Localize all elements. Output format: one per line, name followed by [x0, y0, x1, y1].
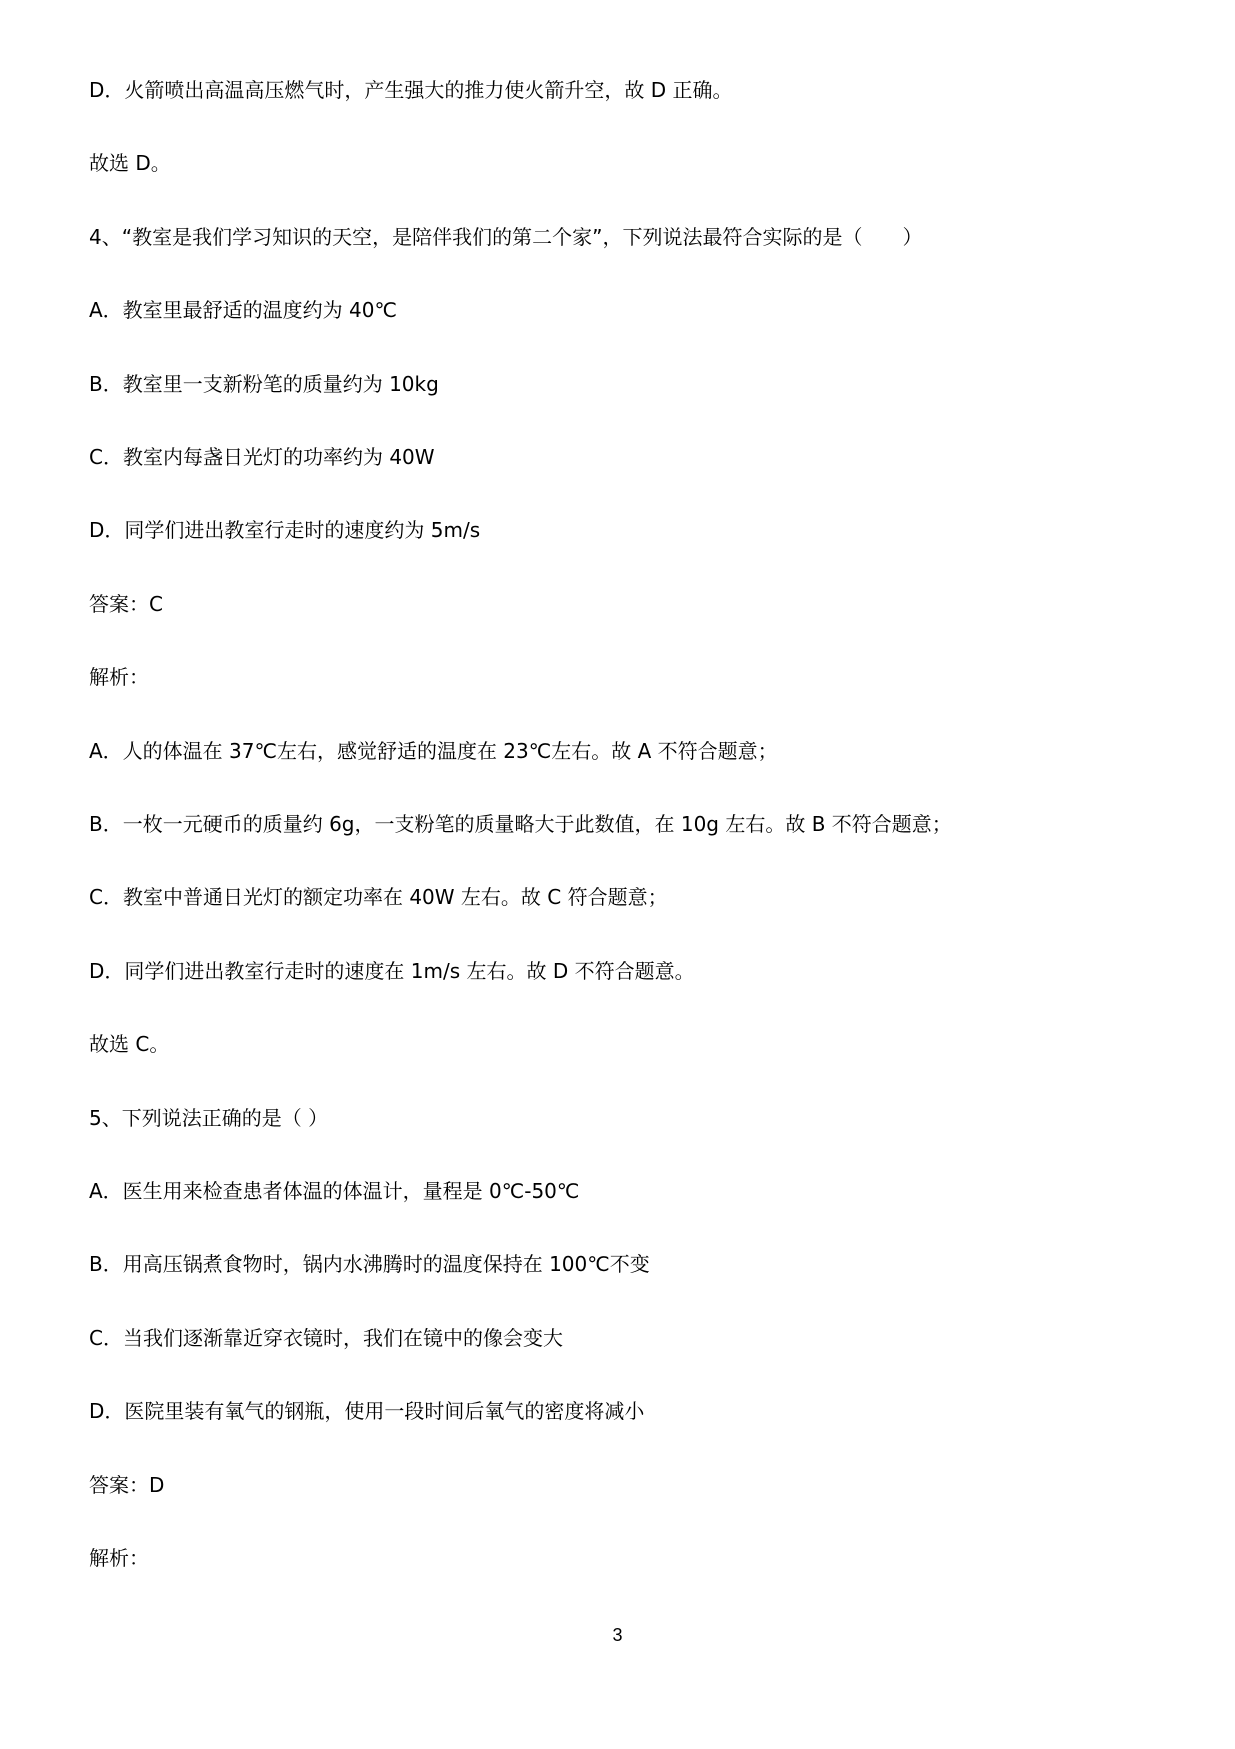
analysis-line: C．教室中普通日光灯的额定功率在 40W 左右。故 C 符合题意； [89, 885, 668, 909]
analysis-line: B．一枚一元硬币的质量约 6g，一支粉笔的质量略大于此数值，在 10g 左右。故 B 不符合题意； [89, 812, 952, 836]
question-5-option-b: B．用高压锅煮食物时，锅内水沸腾时的温度保持在 100℃不变 [89, 1252, 650, 1276]
question-5-analysis-heading: 解析： [89, 1546, 149, 1570]
question-4-option-c: C．教室内每盏日光灯的功率约为 40W [89, 445, 435, 469]
analysis-line: A．人的体温在 37℃左右，感觉舒适的温度在 23℃左右。故 A 不符合题意； [89, 739, 778, 763]
question-5-stem: 5、下列说法正确的是（ ） [89, 1106, 329, 1130]
question-5-option-a: A．医生用来检查患者体温的体温计，量程是 0℃-50℃ [89, 1179, 580, 1203]
question-5-answer: 答案：D [89, 1473, 165, 1497]
page-number: 3 [612, 1625, 623, 1645]
question-4-option-a: A．教室里最舒适的温度约为 40℃ [89, 298, 397, 322]
text-line: 故选 D。 [89, 151, 171, 175]
question-5-option-c: C．当我们逐渐靠近穿衣镜时，我们在镜中的像会变大 [89, 1326, 563, 1350]
question-4-answer: 答案：C [89, 592, 163, 616]
question-4-option-d: D．同学们进出教室行走时的速度约为 5m/s [89, 518, 481, 542]
analysis-line: D．同学们进出教室行走时的速度在 1m/s 左右。故 D 不符合题意。 [89, 959, 695, 983]
question-5-option-d: D．医院里装有氧气的钢瓶，使用一段时间后氧气的密度将减小 [89, 1399, 645, 1423]
question-4-stem: 4、“教室是我们学习知识的天空，是陪伴我们的第二个家”，下列说法最符合实际的是（ ） [89, 225, 923, 249]
text-line: 故选 C。 [89, 1032, 170, 1056]
text-line: D．火箭喷出高温高压燃气时，产生强大的推力使火箭升空，故 D 正确。 [89, 78, 733, 102]
question-4-analysis-heading: 解析： [89, 665, 149, 689]
question-4-option-b: B．教室里一支新粉笔的质量约为 10kg [89, 372, 439, 396]
